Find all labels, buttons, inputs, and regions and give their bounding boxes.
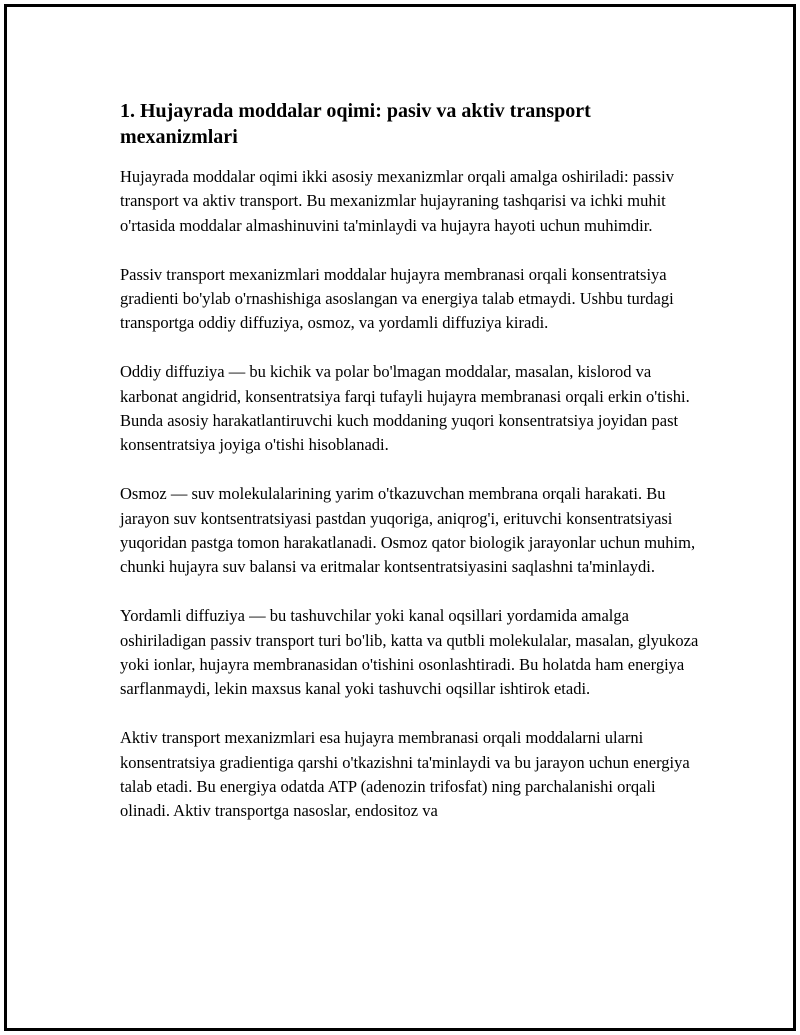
section-heading: 1. Hujayrada moddalar oqimi: pasiv va aktiv transport mexanizmlari	[120, 100, 591, 148]
paragraph-facilitated-diffusion: Yordamli diffuziya — bu tashuvchilar yoki kanal oqsillari yordamida amalga oshiriladigan passiv transport turi bo'lib, katta va qutbli molekulalar, masalan, glyukoza yoki ionlar, hujayra membranasidan o'tishini osonlashtiradi. Bu holatda ham energiya sarflanmaydi, lekin maxsus kanal yoki tashuvchi oqsillar ishtirok etadi.	[120, 606, 699, 699]
paragraph-simple-diffusion: Oddiy diffuziya — bu kichik va polar bo'lmagan moddalar, masalan, kislorod va karbonat angidrid, konsentratsiya farqi tufayli hujayra membranasi orqali erkin o'tishi. Bunda asosiy harakatlantiruvchi kuch moddaning yuqori konsentratsiya joyidan past konsentratsiya joyiga o'tishi hisoblanadi.	[120, 362, 690, 455]
paragraph-active-transport: Aktiv transport mexanizmlari esa hujayra membranasi orqali moddalarni ularni konsentratsiya gradientiga qarshi o'tkazishni ta'minlaydi va bu jarayon uchun energiya talab etadi. Bu energiya odatda ATP (adenozin trifosfat) ning parchalanishi orqali olinadi. Aktiv transportga nasoslar, endositoz va	[120, 728, 690, 821]
paragraph-osmosis: Osmoz — suv molekulalarining yarim o'tkazuvchan membrana orqali harakati. Bu jarayon suv kontsentratsiyasi pastdan yuqoriga, aniqrog'i, erituvchi konsentratsiyasi yuqoridan pastga tomon harakatlanadi. Osmoz qator biologik jarayonlar uchun muhim, chunki hujayra suv balansi va eritmalar kontsentratsiyasini saqlashni ta'minlaydi.	[120, 484, 696, 577]
paragraph-passive-transport: Passiv transport mexanizmlari moddalar hujayra membranasi orqali konsentratsiya gradienti bo'ylab o'rnashishiga asoslangan va energiya talab etmaydi. Ushbu turdagi transportga oddiy diffuziya, osmoz, va yordamli diffuziya kiradi.	[120, 264, 674, 333]
paragraph-intro: Hujayrada moddalar oqimi ikki asosiy mexanizmlar orqali amalga oshiriladi: passiv transport va aktiv transport. Bu mexanizmlar hujayraning tashqarisi va ichki muhit o'rtasida moddalar almashinuvini ta'minlaydi va hujayra hayoti uchun muhimdir.	[120, 167, 674, 235]
page-frame	[4, 4, 796, 1031]
document-body	[120, 98, 700, 848]
